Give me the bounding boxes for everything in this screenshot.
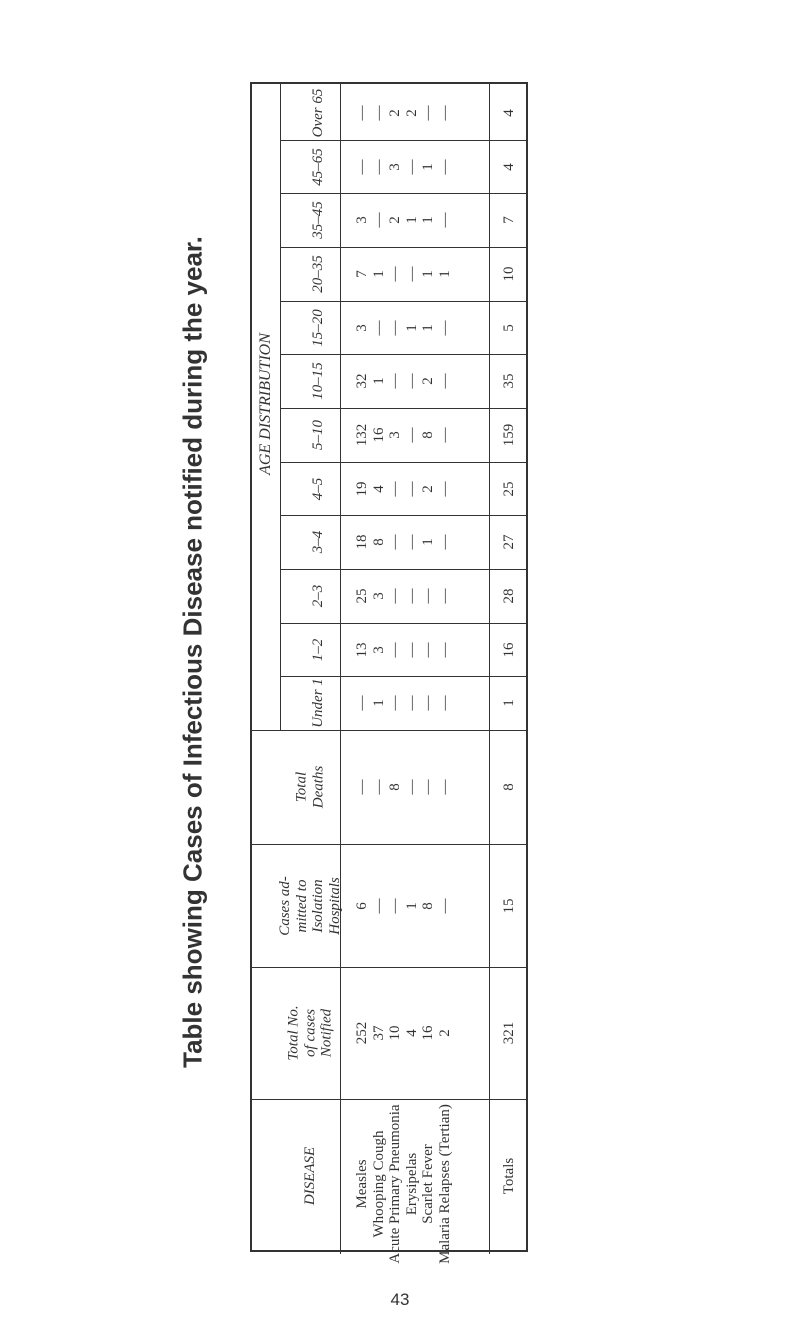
age-value: — [436,427,453,443]
age-value: 2 [386,216,403,224]
disease-name: Measles [353,1158,370,1209]
age-value: 7 [353,270,370,278]
disease-name: Malaria Relapses (Tertian) [436,1103,453,1264]
header-age-group: 35–45 [309,201,326,239]
header-age-group: 45–65 [309,147,326,186]
age-value: — [386,588,403,604]
notified-value: 252 [353,1021,370,1045]
age-value: 8 [370,538,387,546]
age-value: 1 [370,270,387,278]
notified-value: 16 [419,1025,436,1041]
age-value: — [436,212,453,228]
header-age-distribution: AGE DISTRIBUTION [257,333,275,475]
age-value: 1 [419,538,436,546]
age-value: — [436,534,453,550]
age-value: 1 [419,162,436,171]
notified-value: 10 [386,1025,403,1041]
age-value: — [386,481,403,496]
header-total-deaths: Total Deaths [293,765,326,809]
age-value: — [353,159,370,174]
totals-age-value: 4 [500,109,517,117]
age-value: 132 [353,423,370,447]
age-value: — [386,320,403,335]
age-value: 18 [353,534,370,550]
age-value: — [419,588,436,604]
age-value: 2 [419,377,436,385]
age-value: 8 [419,431,436,439]
age-value: 4 [370,484,387,493]
age-value: 3 [370,645,387,654]
age-value: 2 [419,484,436,493]
age-value: 1 [419,270,436,278]
age-value: — [370,212,387,228]
totals-age-value: 27 [500,534,517,550]
disease-name: Erysipelas [403,1152,420,1215]
age-value: — [436,642,453,657]
page-number: 43 [390,1290,410,1309]
age-value: — [386,266,403,282]
header-age-group: Under 1 [309,678,326,728]
totals-age-value: 159 [500,423,517,447]
age-value: — [436,105,453,121]
totals-age-value: 5 [500,323,517,332]
age-value: 1 [419,323,436,332]
age-value: 3 [386,431,403,439]
admitted-value: — [386,898,403,913]
age-value: — [403,534,420,550]
age-value: 25 [353,588,370,604]
header-age-group: 5–10 [309,419,326,450]
admitted-value: — [436,898,453,913]
age-value: 2 [403,109,420,117]
age-value: — [419,105,436,121]
totals-age-value: 16 [500,642,517,657]
totals-age-value: 28 [500,588,517,604]
age-value: — [419,695,436,711]
age-value: — [403,481,420,496]
header-age-group: 2–3 [309,584,326,608]
totals-notified: 321 [500,1021,517,1045]
totals-age-value: 4 [500,162,517,171]
disease-name: Acute Primary Pneumonia [386,1103,403,1264]
age-value: 1 [419,216,436,224]
header-age-group: 4–5 [309,477,326,500]
age-value: 3 [353,323,370,332]
age-value: — [370,320,387,335]
age-value: — [403,642,420,657]
age-value: 3 [370,592,387,600]
deaths-value: — [403,779,420,795]
deaths-value: — [353,779,370,795]
age-value: — [403,588,420,604]
notified-value: 37 [370,1025,387,1041]
age-value: — [419,642,436,657]
age-value: — [386,642,403,657]
age-value: — [353,105,370,121]
deaths-value: — [419,779,436,795]
notified-value: 2 [436,1029,453,1037]
header-age-group: 1–2 [309,638,326,661]
totals-age-value: 35 [500,373,517,389]
header-age-group: Over 65 [309,88,326,138]
admitted-value: 1 [403,901,420,910]
disease-name: Scarlet Fever [419,1143,436,1224]
age-value: 2 [386,109,403,117]
notified-value: 4 [403,1029,420,1037]
header-cases-admitted: Cases ad- mitted to Isolation Hospitals [277,875,343,936]
header-disease: DISEASE [301,1146,318,1205]
age-value: — [436,320,453,335]
age-value: — [386,373,403,389]
age-value: 19 [353,481,370,496]
infectious-disease-table [250,82,528,1264]
totals-label: Totals [500,1157,517,1194]
age-value: — [436,695,453,711]
header-total-notified: Total No. of cases Notified [285,1005,335,1061]
admitted-value: 8 [419,901,436,910]
age-value: — [403,427,420,443]
age-value: — [403,159,420,174]
age-value: 1 [403,323,420,332]
deaths-value: — [370,779,387,795]
age-value: 1 [436,270,453,278]
age-value: — [403,695,420,711]
age-value: 1 [370,699,387,707]
totals-age-value: 1 [500,699,517,707]
age-value: 1 [370,377,387,385]
age-value: 3 [353,216,370,224]
totals-age-value: 25 [500,481,517,496]
admitted-value: 6 [353,901,370,910]
deaths-value: — [436,779,453,795]
age-value: — [436,481,453,496]
age-value: — [436,159,453,174]
age-value: 32 [353,373,370,389]
age-value: 1 [403,216,420,224]
age-value: — [353,695,370,711]
age-value: — [370,159,387,174]
admitted-value: — [370,898,387,913]
totals-age-value: 10 [500,266,517,282]
age-value: — [386,695,403,711]
age-value: — [386,534,403,550]
age-value: — [403,266,420,282]
age-value: 3 [386,162,403,171]
header-age-group: 15–20 [309,308,326,347]
totals-deaths: 8 [500,783,517,791]
age-value: 16 [370,427,387,443]
header-age-group: 20–35 [309,255,326,293]
totals-age-value: 7 [500,216,517,224]
age-value: — [436,373,453,389]
disease-name: Whooping Cough [370,1129,387,1238]
totals-admitted: 15 [500,898,517,913]
age-value: — [436,588,453,604]
page-title: Table showing Cases of Infectious Disease notified during the year. [177,236,208,1068]
age-value: — [403,373,420,389]
age-value: — [370,105,387,121]
deaths-value: 8 [386,783,403,791]
age-value: 13 [353,642,370,657]
header-age-group: 3–4 [309,530,326,554]
header-age-group: 10–15 [309,362,326,400]
